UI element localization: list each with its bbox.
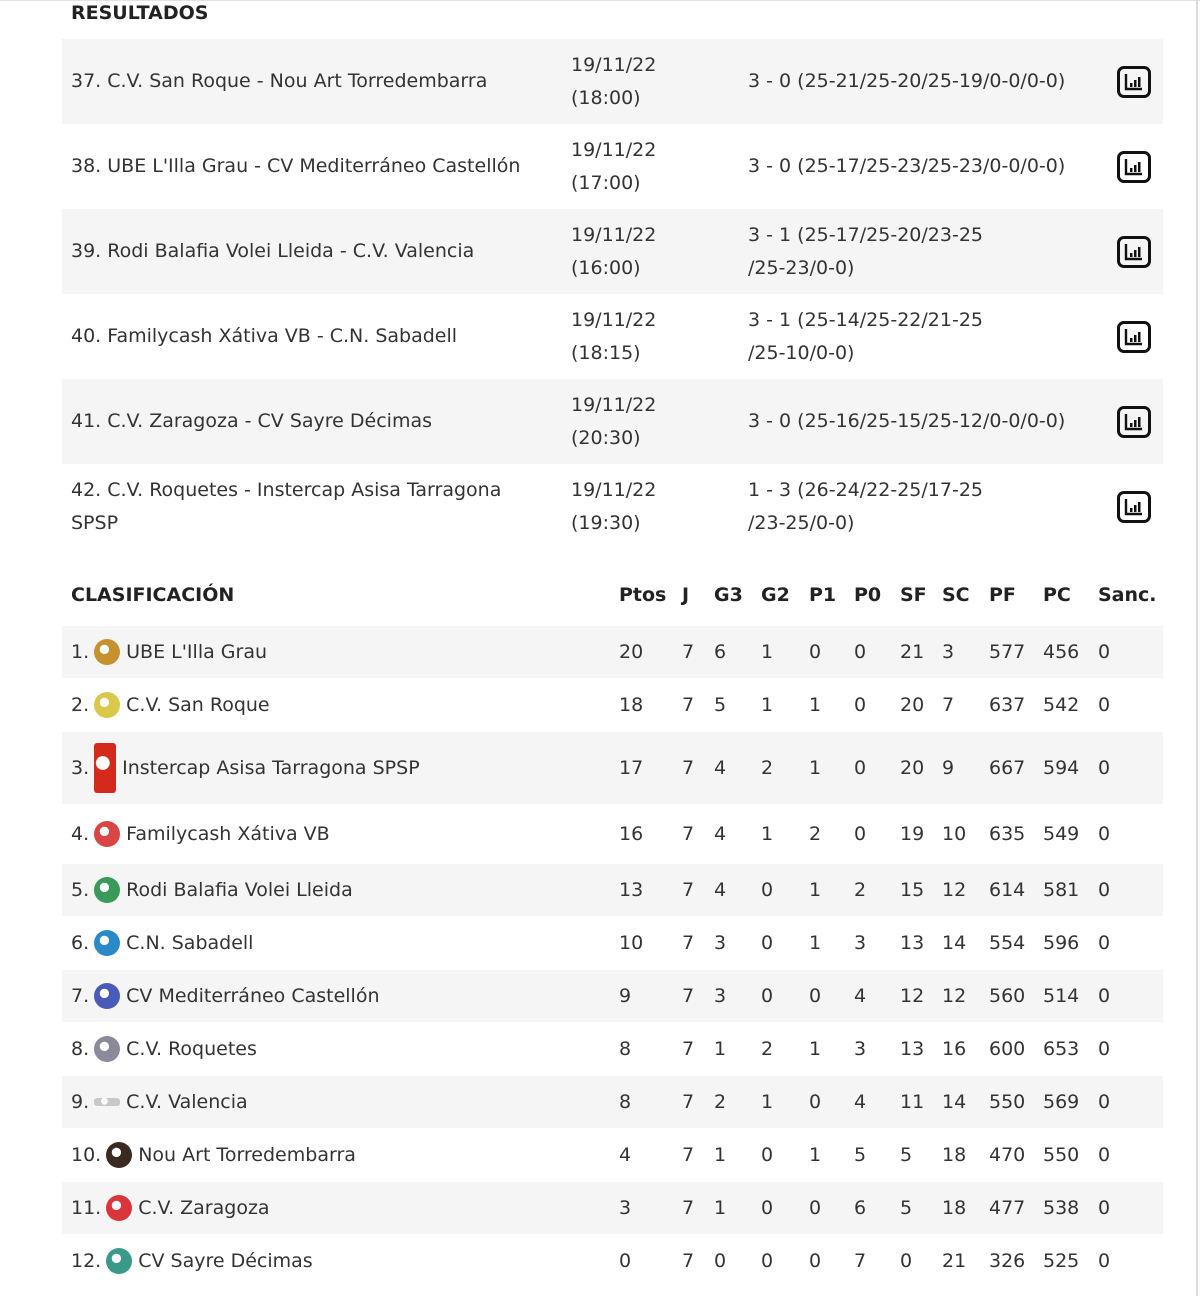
stat-sc: 14: [942, 1091, 967, 1113]
stat-pc: 525: [1043, 1250, 1080, 1272]
stat-sanc: 0: [1098, 1197, 1111, 1219]
match-teams: 37. C.V. San Roque - Nou Art Torredembarra: [71, 70, 488, 92]
team-cell: [71, 1091, 248, 1113]
standings-table: [62, 626, 1163, 1288]
score-line1: 3 - 1 (25-17/25-20/23-25: [748, 223, 983, 246]
team-cell: [71, 743, 420, 793]
stat-j: 7: [682, 757, 695, 779]
standings-row: [62, 1234, 1163, 1288]
stat-ptos: 3: [619, 1197, 632, 1219]
stat-g2: 2: [761, 1038, 774, 1060]
stat-pf: 600: [989, 1038, 1026, 1060]
match-datetime: [571, 219, 721, 285]
team-logo-icon: [94, 1098, 120, 1106]
stat-g3: 1: [714, 1197, 727, 1219]
stat-pc: 549: [1043, 823, 1080, 845]
stat-p1: 0: [809, 641, 822, 663]
stat-p0: 4: [854, 1091, 867, 1113]
col-sc: SC: [942, 584, 970, 606]
col-g3: G3: [714, 584, 743, 606]
stat-sf: 11: [900, 1091, 925, 1113]
col-g2: G2: [761, 584, 790, 606]
position: 4.: [71, 823, 90, 845]
position: 5.: [71, 879, 90, 901]
match-time: (16:00): [571, 256, 641, 279]
match-date: 19/11/22: [571, 138, 657, 161]
col-j: J: [682, 584, 690, 606]
team-name[interactable]: C.N. Sabadell: [126, 932, 254, 954]
match-time: (17:00): [571, 171, 641, 194]
stat-pc: 594: [1043, 757, 1080, 779]
stat-p0: 2: [854, 879, 867, 901]
stat-p1: 0: [809, 1197, 822, 1219]
stat-j: 7: [682, 1197, 695, 1219]
stat-pc: 569: [1043, 1091, 1080, 1113]
team-cell: [71, 1036, 257, 1062]
stat-ptos: 4: [619, 1144, 632, 1166]
stat-sc: 18: [942, 1144, 967, 1166]
match-time: (18:00): [571, 86, 641, 109]
standings-header: [62, 584, 1163, 618]
stat-g3: 0: [714, 1250, 727, 1272]
team-logo-icon: [106, 1142, 132, 1168]
stat-j: 7: [682, 823, 695, 845]
stat-p1: 1: [809, 879, 822, 901]
stats-chart-icon: [1124, 157, 1144, 177]
position: 9.: [71, 1091, 90, 1113]
stat-j: 7: [682, 985, 695, 1007]
score-line1: 3 - 0 (25-17/25-23/25-23/0-0/0-0): [748, 155, 1066, 177]
top-border: [0, 0, 1200, 1]
stat-sanc: 0: [1098, 1250, 1111, 1272]
standings-row: [62, 864, 1163, 916]
standings-row: [62, 1182, 1163, 1234]
team-name[interactable]: Rodi Balafia Volei Lleida: [126, 879, 353, 901]
col-sanc: Sanc.: [1098, 584, 1157, 606]
stat-sf: 21: [900, 641, 925, 663]
stat-sc: 10: [942, 823, 967, 845]
stat-sf: 19: [900, 823, 925, 845]
results-title: RESULTADOS: [71, 2, 209, 24]
scrollbar-track[interactable]: [1196, 0, 1198, 1296]
score-line1: 3 - 0 (25-21/25-20/25-19/0-0/0-0): [748, 70, 1066, 92]
stat-sf: 5: [900, 1197, 913, 1219]
stat-p0: 0: [854, 823, 867, 845]
team-name[interactable]: UBE L'Illa Grau: [126, 641, 267, 663]
position: 11.: [71, 1197, 102, 1219]
stat-j: 7: [682, 1091, 695, 1113]
match-date: 19/11/22: [571, 478, 657, 501]
stat-sanc: 0: [1098, 823, 1111, 845]
match-datetime: [571, 389, 721, 455]
standings-title: CLASIFICACIÓN: [71, 584, 235, 606]
stat-ptos: 20: [619, 641, 644, 663]
stat-pf: 635: [989, 823, 1026, 845]
standings-row: [62, 626, 1163, 678]
stat-p0: 6: [854, 1197, 867, 1219]
match-score: [748, 304, 1093, 370]
score-line2: /23-25/0-0): [748, 511, 855, 534]
stat-pf: 577: [989, 641, 1026, 663]
stat-sanc: 0: [1098, 641, 1111, 663]
team-cell: [71, 983, 380, 1009]
team-name[interactable]: Nou Art Torredembarra: [138, 1144, 356, 1166]
stat-sc: 18: [942, 1197, 967, 1219]
stat-pf: 637: [989, 694, 1026, 716]
match-stats-button[interactable]: [1117, 406, 1151, 438]
stat-g3: 6: [714, 641, 727, 663]
stat-g2: 1: [761, 641, 774, 663]
match-teams-line2: SPSP: [71, 511, 119, 534]
position: 10.: [71, 1144, 102, 1166]
col-p1: P1: [809, 584, 837, 606]
standings-row: [62, 804, 1163, 864]
standings-row: [62, 1022, 1163, 1076]
stat-sc: 12: [942, 879, 967, 901]
stat-pc: 514: [1043, 985, 1080, 1007]
score-line1: 3 - 1 (25-14/25-22/21-25: [748, 308, 983, 331]
stat-ptos: 10: [619, 932, 644, 954]
stat-pc: 596: [1043, 932, 1080, 954]
result-row: [62, 294, 1163, 379]
stat-g3: 5: [714, 694, 727, 716]
stat-sanc: 0: [1098, 1091, 1111, 1113]
stat-pf: 614: [989, 879, 1026, 901]
team-name[interactable]: C.V. Roquetes: [126, 1038, 257, 1060]
match-teams: 41. C.V. Zaragoza - CV Sayre Décimas: [71, 410, 433, 432]
team-logo-icon: [94, 692, 120, 718]
stat-j: 7: [682, 694, 695, 716]
stat-j: 7: [682, 641, 695, 663]
stat-p0: 0: [854, 694, 867, 716]
team-logo-icon: [94, 743, 116, 793]
team-logo-icon: [94, 1036, 120, 1062]
stat-g2: 0: [761, 1197, 774, 1219]
position: 1.: [71, 641, 90, 663]
stat-g2: 0: [761, 932, 774, 954]
match-date: 19/11/22: [571, 393, 657, 416]
position: 3.: [71, 757, 90, 779]
stat-p1: 1: [809, 932, 822, 954]
stat-g2: 0: [761, 1250, 774, 1272]
stat-g3: 4: [714, 823, 727, 845]
match-stats-button[interactable]: [1117, 66, 1151, 98]
team-cell: [71, 877, 353, 903]
stat-p1: 0: [809, 1250, 822, 1272]
stat-g2: 0: [761, 879, 774, 901]
position: 6.: [71, 932, 90, 954]
result-row: [62, 124, 1163, 209]
match-teams-line1: 42. C.V. Roquetes - Instercap Asisa Tarragona: [71, 478, 502, 501]
standings-row: [62, 970, 1163, 1022]
stat-sf: 13: [900, 932, 925, 954]
stat-sc: 12: [942, 985, 967, 1007]
stat-p0: 4: [854, 985, 867, 1007]
team-name[interactable]: CV Sayre Décimas: [138, 1250, 313, 1272]
match-score: [748, 150, 1093, 183]
match-datetime: [571, 474, 721, 540]
stat-j: 7: [682, 932, 695, 954]
stat-sf: 20: [900, 694, 925, 716]
score-line2: /25-10/0-0): [748, 341, 855, 364]
match-teams: 38. UBE L'Illa Grau - CV Mediterráneo Castellón: [71, 155, 521, 177]
stat-g2: 0: [761, 985, 774, 1007]
stats-chart-icon: [1124, 327, 1144, 347]
match-score: [748, 474, 1093, 540]
col-ptos: Ptos: [619, 584, 667, 606]
stat-sf: 12: [900, 985, 925, 1007]
team-cell: [71, 930, 253, 956]
match-date: 19/11/22: [571, 308, 657, 331]
stat-g3: 3: [714, 985, 727, 1007]
score-line2: /25-23/0-0): [748, 256, 855, 279]
match-time: (20:30): [571, 426, 641, 449]
stat-pc: 538: [1043, 1197, 1080, 1219]
match-stats-button[interactable]: [1117, 151, 1151, 183]
team-name[interactable]: C.V. San Roque: [126, 694, 270, 716]
position: 12.: [71, 1250, 102, 1272]
match-time: (19:30): [571, 511, 641, 534]
stat-j: 7: [682, 879, 695, 901]
stats-chart-icon: [1124, 72, 1144, 92]
stat-sc: 3: [942, 641, 955, 663]
team-name[interactable]: C.V. Valencia: [126, 1091, 248, 1113]
stat-g3: 4: [714, 879, 727, 901]
stat-p0: 3: [854, 1038, 867, 1060]
team-cell: [71, 821, 330, 847]
stat-sanc: 0: [1098, 757, 1111, 779]
results-list: [62, 39, 1163, 549]
team-name[interactable]: CV Mediterráneo Castellón: [126, 985, 380, 1007]
stat-pf: 477: [989, 1197, 1026, 1219]
match-teams: [71, 474, 541, 540]
stat-j: 7: [682, 1144, 695, 1166]
stats-chart-icon: [1124, 497, 1144, 517]
stat-p0: 0: [854, 757, 867, 779]
stat-pf: 550: [989, 1091, 1026, 1113]
stat-ptos: 8: [619, 1038, 632, 1060]
position: 2.: [71, 694, 90, 716]
stat-p1: 1: [809, 694, 822, 716]
stat-sf: 15: [900, 879, 925, 901]
standings-row: [62, 678, 1163, 732]
stat-sanc: 0: [1098, 1038, 1111, 1060]
score-line1: 3 - 0 (25-16/25-15/25-12/0-0/0-0): [748, 410, 1066, 432]
position: 7.: [71, 985, 90, 1007]
match-stats-button[interactable]: [1117, 491, 1151, 523]
result-row: [62, 464, 1163, 549]
team-logo-icon: [94, 821, 120, 847]
match-datetime: [571, 49, 721, 115]
col-pc: PC: [1043, 584, 1071, 606]
team-name[interactable]: C.V. Zaragoza: [138, 1197, 270, 1219]
team-cell: [71, 692, 270, 718]
stat-g3: 2: [714, 1091, 727, 1113]
result-row: [62, 379, 1163, 464]
stat-pf: 560: [989, 985, 1026, 1007]
match-date: 19/11/22: [571, 223, 657, 246]
stat-ptos: 8: [619, 1091, 632, 1113]
stat-sc: 7: [942, 694, 955, 716]
match-stats-button[interactable]: [1117, 236, 1151, 268]
match-score: [748, 65, 1093, 98]
stat-pf: 470: [989, 1144, 1026, 1166]
match-time: (18:15): [571, 341, 641, 364]
stat-sanc: 0: [1098, 1144, 1111, 1166]
result-row: [62, 39, 1163, 124]
stat-ptos: 0: [619, 1250, 632, 1272]
standings-row: [62, 916, 1163, 970]
stat-pc: 550: [1043, 1144, 1080, 1166]
stat-ptos: 17: [619, 757, 644, 779]
standings-row: [62, 1076, 1163, 1128]
stat-g2: 1: [761, 823, 774, 845]
standings-row: [62, 1128, 1163, 1182]
team-logo-icon: [94, 639, 120, 665]
match-score: [748, 219, 1093, 285]
stat-g3: 1: [714, 1144, 727, 1166]
stat-g3: 4: [714, 757, 727, 779]
stat-g2: 0: [761, 1144, 774, 1166]
stat-sf: 20: [900, 757, 925, 779]
stat-sf: 5: [900, 1144, 913, 1166]
stat-p1: 0: [809, 1091, 822, 1113]
stat-p1: 1: [809, 1144, 822, 1166]
stat-pf: 554: [989, 932, 1026, 954]
match-teams: 40. Familycash Xátiva VB - C.N. Sabadell: [71, 325, 458, 347]
stat-pc: 456: [1043, 641, 1080, 663]
stat-p0: 3: [854, 932, 867, 954]
match-stats-button[interactable]: [1117, 321, 1151, 353]
stat-g2: 1: [761, 694, 774, 716]
stat-p0: 5: [854, 1144, 867, 1166]
stat-g2: 1: [761, 1091, 774, 1113]
stat-ptos: 9: [619, 985, 632, 1007]
match-teams: 39. Rodi Balafia Volei Lleida - C.V. Valencia: [71, 240, 475, 262]
match-score: [748, 405, 1093, 438]
stat-p1: 2: [809, 823, 822, 845]
col-p0: P0: [854, 584, 882, 606]
team-cell: [71, 1195, 270, 1221]
match-date: 19/11/22: [571, 53, 657, 76]
stat-ptos: 18: [619, 694, 644, 716]
team-logo-icon: [106, 1195, 132, 1221]
stat-j: 7: [682, 1250, 695, 1272]
stat-p1: 1: [809, 1038, 822, 1060]
team-logo-icon: [94, 877, 120, 903]
team-cell: [71, 1142, 356, 1168]
standings-row: [62, 732, 1163, 804]
stat-sanc: 0: [1098, 985, 1111, 1007]
result-row: [62, 209, 1163, 294]
stat-sf: 0: [900, 1250, 913, 1272]
team-cell: [71, 1248, 313, 1274]
position: 8.: [71, 1038, 90, 1060]
stats-chart-icon: [1124, 412, 1144, 432]
stat-pc: 653: [1043, 1038, 1080, 1060]
stat-ptos: 13: [619, 879, 644, 901]
col-pf: PF: [989, 584, 1016, 606]
stat-j: 7: [682, 1038, 695, 1060]
stats-chart-icon: [1124, 242, 1144, 262]
team-logo-icon: [94, 930, 120, 956]
stat-pc: 581: [1043, 879, 1080, 901]
stat-sanc: 0: [1098, 879, 1111, 901]
stat-pf: 326: [989, 1250, 1026, 1272]
team-name[interactable]: Familycash Xátiva VB: [126, 823, 330, 845]
stat-pf: 667: [989, 757, 1026, 779]
team-logo-icon: [94, 983, 120, 1009]
team-name[interactable]: Instercap Asisa Tarragona SPSP: [122, 757, 420, 779]
team-logo-icon: [106, 1248, 132, 1274]
team-cell: [71, 639, 267, 665]
stat-p0: 0: [854, 641, 867, 663]
stat-ptos: 16: [619, 823, 644, 845]
stat-sc: 14: [942, 932, 967, 954]
stat-sanc: 0: [1098, 694, 1111, 716]
stat-sc: 9: [942, 757, 955, 779]
stat-sc: 16: [942, 1038, 967, 1060]
stat-p1: 0: [809, 985, 822, 1007]
stat-p0: 7: [854, 1250, 867, 1272]
stat-sf: 13: [900, 1038, 925, 1060]
stat-sc: 21: [942, 1250, 967, 1272]
stat-g3: 1: [714, 1038, 727, 1060]
stat-g2: 2: [761, 757, 774, 779]
col-sf: SF: [900, 584, 927, 606]
stat-pc: 542: [1043, 694, 1080, 716]
match-datetime: [571, 134, 721, 200]
stat-g3: 3: [714, 932, 727, 954]
score-line1: 1 - 3 (26-24/22-25/17-25: [748, 478, 983, 501]
stat-sanc: 0: [1098, 932, 1111, 954]
stat-p1: 1: [809, 757, 822, 779]
match-datetime: [571, 304, 721, 370]
